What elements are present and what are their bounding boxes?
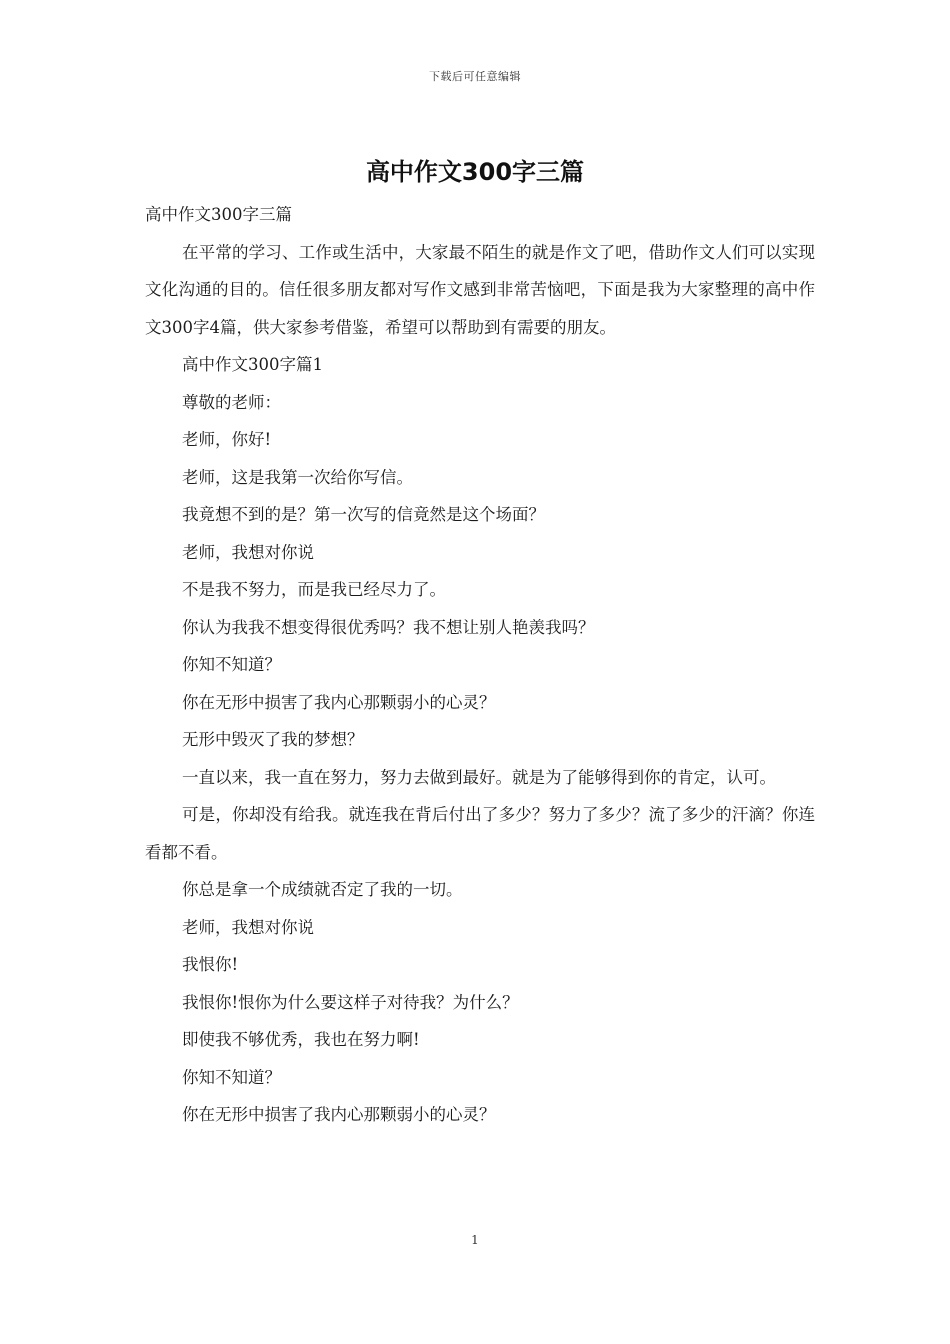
document-title: 高中作文300字三篇	[365, 158, 585, 186]
paragraph: 老师，你好!	[182, 430, 272, 449]
document-body	[145, 196, 815, 1134]
paragraph: 你在无形中损害了我内心那颗弱小的心灵？	[182, 692, 496, 712]
paragraph: 我恨你!恨你为什么要这样子对待我？为什么？	[182, 992, 519, 1012]
paragraph: 我竟想不到的是？第一次写的信竟然是这个场面？	[182, 505, 545, 524]
paragraph: 在平常的学习、工作或生活中，大家最不陌生的就是作文了吧，借助作文人们可以实现文化沟通的目的。信任很多朋友都对写作文感到非常苦恼吧，下面是我为大家整理的高中作文300字4篇，供大家参考借鉴，希望可以帮助到有需要的朋友。	[145, 242, 815, 337]
paragraph: 你在无形中损害了我内心那颗弱小的心灵？	[182, 1105, 496, 1124]
paragraph: 尊敬的老师：	[182, 392, 281, 412]
paragraph: 我恨你!	[182, 955, 239, 974]
page-number: 1	[471, 1233, 479, 1247]
paragraph: 你总是拿一个成绩就否定了我的一切。	[182, 880, 463, 899]
paragraph: 老师，这是我第一次给你写信。	[182, 467, 413, 487]
paragraph: 老师，我想对你说	[182, 542, 314, 562]
paragraph: 无形中毁灭了我的梦想？	[182, 730, 364, 749]
page-header: 下载后可任意编辑	[429, 70, 521, 83]
paragraph: 高中作文300字三篇	[145, 205, 292, 224]
paragraph: 可是，你却没有给我。就连我在背后付出了多少？努力了多少？流了多少的汗滴？你连看都不看。	[145, 805, 815, 862]
paragraph: 老师，我想对你说	[182, 917, 314, 937]
paragraph: 高中作文300字篇1	[182, 355, 323, 374]
paragraph: 一直以来，我一直在努力，努力去做到最好。就是为了能够得到你的肯定，认可。	[182, 767, 776, 787]
paragraph: 你认为我我不想变得很优秀吗？我不想让别人艳羡我吗？	[182, 617, 595, 637]
paragraph: 你知不知道？	[182, 1067, 281, 1087]
paragraph: 即使我不够优秀，我也在努力啊!	[182, 1030, 420, 1049]
paragraph: 你知不知道？	[182, 655, 281, 674]
paragraph: 不是我不努力，而是我已经尽力了。	[182, 580, 446, 599]
